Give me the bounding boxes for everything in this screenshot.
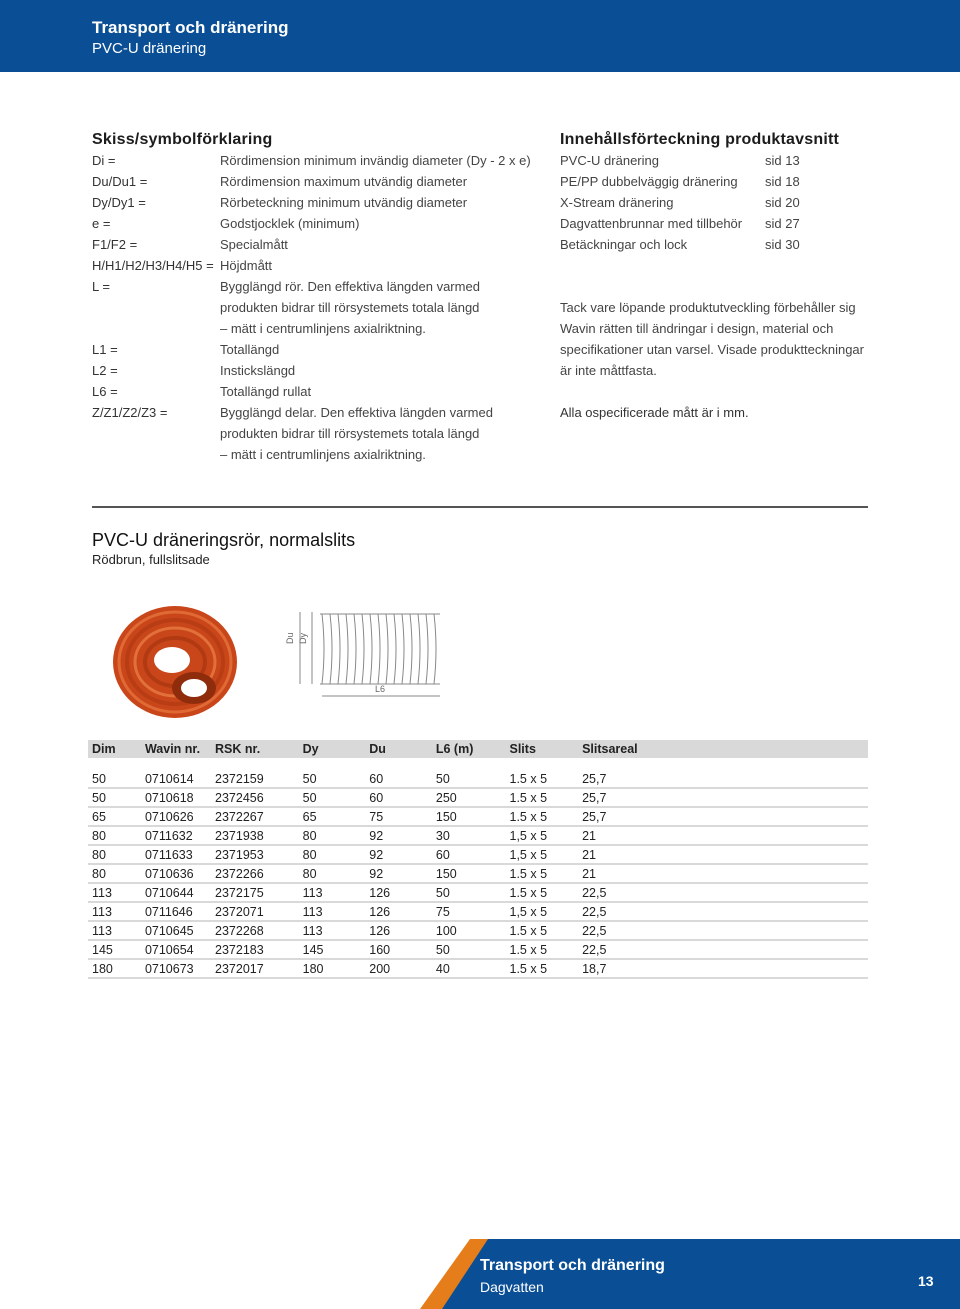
toc-note-line: Tack vare löpande produktutveckling förbehåller sig <box>560 300 856 315</box>
table-cell: 22,5 <box>578 940 868 959</box>
table-cell: 250 <box>432 788 506 807</box>
legend-description: Rördimension minimum invändig diameter (Dy - 2 x e) <box>220 153 531 168</box>
table-cell: 1.5 x 5 <box>506 940 579 959</box>
table-cell: 2372159 <box>211 770 299 788</box>
table-cell: 60 <box>365 788 432 807</box>
table-cell: 113 <box>88 921 141 940</box>
toc-note-line: Wavin rätten till ändringar i design, material och <box>560 321 834 336</box>
table-cell: 80 <box>299 864 366 883</box>
legend-symbol: L6 = <box>92 384 118 399</box>
footer-subtitle: Dagvatten <box>480 1279 544 1295</box>
table-cell: 0710644 <box>141 883 211 902</box>
l6-label: L6 <box>375 684 386 694</box>
table-cell: 0710618 <box>141 788 211 807</box>
table-cell: 22,5 <box>578 883 868 902</box>
legend-description: produkten bidrar till rörsystemets totala längd <box>220 426 480 441</box>
table-cell: 0711633 <box>141 845 211 864</box>
footer-title: Transport och dränering <box>480 1257 665 1274</box>
legend-description: Rördimension maximum utvändig diameter <box>220 174 468 189</box>
legend-heading: Skiss/symbolförklaring <box>92 131 273 148</box>
table-cell: 92 <box>365 864 432 883</box>
table-cell: 1.5 x 5 <box>506 959 579 978</box>
table-cell: 50 <box>432 883 506 902</box>
product-subtitle: Rödbrun, fullslitsade <box>92 552 210 567</box>
toc-item-page: sid 13 <box>765 153 800 168</box>
toc-note-line: specifikationer utan varsel. Visade produktteckningar <box>560 342 864 357</box>
toc-item-page: sid 30 <box>765 237 800 252</box>
table-cell: 21 <box>578 864 868 883</box>
toc-item-name: Dagvattenbrunnar med tillbehör <box>560 216 743 231</box>
table-cell: 92 <box>365 845 432 864</box>
product-images <box>100 584 460 734</box>
toc-item-name: Betäckningar och lock <box>560 237 688 252</box>
legend-description: produkten bidrar till rörsystemets totala längd <box>220 300 480 315</box>
table-body <box>88 758 868 978</box>
table-cell: 2372266 <box>211 864 299 883</box>
table-cell: 0711646 <box>141 902 211 921</box>
table-cell: 113 <box>88 883 141 902</box>
table-row <box>88 940 868 959</box>
table-cell: 65 <box>88 807 141 826</box>
table-cell: 1.5 x 5 <box>506 770 579 788</box>
table-cell: 150 <box>432 807 506 826</box>
table-cell: 145 <box>88 940 141 959</box>
legend-symbol: L2 = <box>92 363 118 378</box>
table-cell: 1,5 x 5 <box>506 902 579 921</box>
page-number: 13 <box>918 1273 934 1289</box>
table-cell: 113 <box>299 902 366 921</box>
table-row <box>88 921 868 940</box>
table-cell: 0710614 <box>141 770 211 788</box>
du-label: Du <box>285 632 295 644</box>
table-cell: 92 <box>365 826 432 845</box>
table-cell: 25,7 <box>578 807 868 826</box>
table-cell: 80 <box>299 826 366 845</box>
table-cell: 1.5 x 5 <box>506 864 579 883</box>
table-cell: 21 <box>578 845 868 864</box>
table-cell: 0710654 <box>141 940 211 959</box>
table-cell: 50 <box>299 770 366 788</box>
toc-heading: Innehållsförteckning produktavsnitt <box>560 131 840 148</box>
table-cell: 2372456 <box>211 788 299 807</box>
table-spacer <box>88 758 868 770</box>
table-cell: 30 <box>432 826 506 845</box>
legend-symbol: Z/Z1/Z2/Z3 = <box>92 405 168 420</box>
table-cell: 60 <box>432 845 506 864</box>
table-cell: 50 <box>432 770 506 788</box>
table-cell: 145 <box>299 940 366 959</box>
table-cell: 1.5 x 5 <box>506 921 579 940</box>
table-cell: 2371938 <box>211 826 299 845</box>
table-cell: 25,7 <box>578 770 868 788</box>
table-cell: 21 <box>578 826 868 845</box>
table-cell: 80 <box>299 845 366 864</box>
page-header <box>0 0 960 72</box>
table-cell: 60 <box>365 770 432 788</box>
table-cell: 75 <box>432 902 506 921</box>
table-cell: 1,5 x 5 <box>506 826 579 845</box>
dy-label: Dy <box>298 633 308 644</box>
table-cell: 0710673 <box>141 959 211 978</box>
legend-symbol: Dy/Dy1 = <box>92 195 146 210</box>
toc-item-name: PVC-U dränering <box>560 153 659 168</box>
legend-symbol: F1/F2 = <box>92 237 138 252</box>
pipe-technical-drawing <box>300 612 440 696</box>
table-cell: 0710645 <box>141 921 211 940</box>
table-cell: 1.5 x 5 <box>506 788 579 807</box>
table-cell: 113 <box>299 883 366 902</box>
legend-description: Instickslängd <box>220 363 296 378</box>
table-cell: 25,7 <box>578 788 868 807</box>
table-cell: 150 <box>432 864 506 883</box>
table-cell: 2371953 <box>211 845 299 864</box>
column-header: Wavin nr. <box>141 740 211 758</box>
table-cell: 2372017 <box>211 959 299 978</box>
table-cell: 80 <box>88 845 141 864</box>
toc-item-name: PE/PP dubbelväggig dränering <box>560 174 738 189</box>
toc-item-page: sid 20 <box>765 195 800 210</box>
legend-description: Totallängd <box>220 342 280 357</box>
toc-item-page: sid 18 <box>765 174 800 189</box>
product-title: PVC-U dräneringsrör, normalslits <box>92 530 356 550</box>
toc-item-name: X-Stream dränering <box>560 195 674 210</box>
table-cell: 50 <box>299 788 366 807</box>
legend-description: – mätt i centrumlinjens axialriktning. <box>220 321 426 336</box>
table-cell: 22,5 <box>578 902 868 921</box>
table-cell: 126 <box>365 921 432 940</box>
table-cell: 50 <box>88 770 141 788</box>
table-cell: 1.5 x 5 <box>506 883 579 902</box>
legend-description: Bygglängd delar. Den effektiva längden varmed <box>220 405 493 420</box>
legend-symbol: H/H1/H2/H3/H4/H5 = <box>92 258 214 273</box>
section-divider <box>92 506 868 508</box>
table-cell: 113 <box>88 902 141 921</box>
toc-item-page: sid 27 <box>765 216 800 231</box>
table-cell: 200 <box>365 959 432 978</box>
table-cell: 80 <box>88 864 141 883</box>
table-cell: 100 <box>432 921 506 940</box>
table-cell: 113 <box>299 921 366 940</box>
table-cell: 0710626 <box>141 807 211 826</box>
table-cell: 1.5 x 5 <box>506 807 579 826</box>
legend-description: Totallängd rullat <box>220 384 312 399</box>
column-header: L6 (m) <box>432 740 506 758</box>
legend-symbol: L = <box>92 279 110 294</box>
table-cell: 160 <box>365 940 432 959</box>
legend-description: – mätt i centrumlinjens axialriktning. <box>220 447 426 462</box>
legend-description: Bygglängd rör. Den effektiva längden varmed <box>220 279 480 294</box>
table-cell: 65 <box>299 807 366 826</box>
table-header-row <box>88 740 868 758</box>
table-cell: 2372268 <box>211 921 299 940</box>
legend-symbol: L1 = <box>92 342 118 357</box>
column-header: Slits <box>506 740 579 758</box>
table-cell: 1,5 x 5 <box>506 845 579 864</box>
table-cell: 50 <box>432 940 506 959</box>
table-cell: 180 <box>299 959 366 978</box>
column-header: Slitsareal <box>578 740 868 758</box>
legend-description: Specialmått <box>220 237 288 252</box>
table-cell: 2372183 <box>211 940 299 959</box>
column-header: Dim <box>88 740 141 758</box>
legend-symbol: e = <box>92 216 111 231</box>
product-table <box>88 740 868 979</box>
table-row <box>88 807 868 826</box>
table-cell: 2372175 <box>211 883 299 902</box>
table-cell: 180 <box>88 959 141 978</box>
table-row <box>88 845 868 864</box>
table-cell: 126 <box>365 883 432 902</box>
table-cell: 22,5 <box>578 921 868 940</box>
pipe-coil-photo <box>113 606 237 718</box>
table-row <box>88 770 868 788</box>
toc-note-units: Alla ospecificerade mått är i mm. <box>560 405 749 420</box>
legend-symbol: Du/Du1 = <box>92 174 148 189</box>
table-cell: 75 <box>365 807 432 826</box>
table-cell: 0710636 <box>141 864 211 883</box>
legend-symbol: Di = <box>92 153 116 168</box>
column-header: RSK nr. <box>211 740 299 758</box>
legend-description: Höjdmått <box>220 258 273 273</box>
toc-note-line: är inte måttfasta. <box>560 363 657 378</box>
header-title: Transport och dränering <box>92 18 289 37</box>
table-row <box>88 902 868 921</box>
table-cell: 80 <box>88 826 141 845</box>
table-cell: 2372071 <box>211 902 299 921</box>
table-cell: 18,7 <box>578 959 868 978</box>
table-row <box>88 826 868 845</box>
table-row <box>88 864 868 883</box>
table-cell: 0711632 <box>141 826 211 845</box>
legend-description: Rörbeteckning minimum utvändig diameter <box>220 195 468 210</box>
column-header: Du <box>365 740 432 758</box>
table-row <box>88 959 868 978</box>
table-cell: 126 <box>365 902 432 921</box>
table-row <box>88 788 868 807</box>
header-subtitle: PVC-U dränering <box>92 40 207 57</box>
column-header: Dy <box>299 740 366 758</box>
table-row <box>88 883 868 902</box>
legend-description: Godstjocklek (minimum) <box>220 216 360 231</box>
table-cell: 40 <box>432 959 506 978</box>
page-footer <box>0 1239 960 1309</box>
table-cell: 2372267 <box>211 807 299 826</box>
table-cell: 50 <box>88 788 141 807</box>
